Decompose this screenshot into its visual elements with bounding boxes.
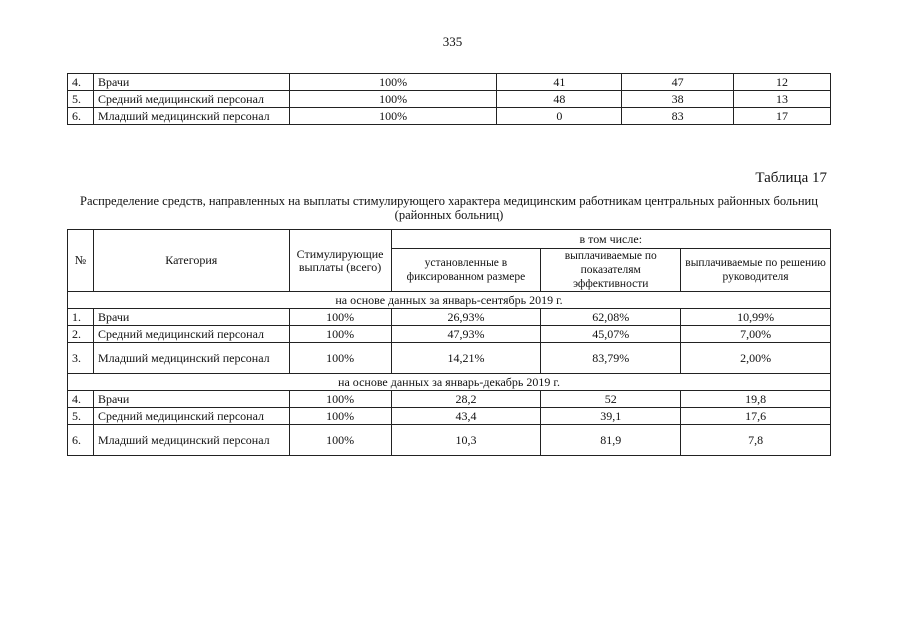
header-including: в том числе: [391, 230, 830, 249]
header-fixed: установленные в фиксированном размере [391, 249, 541, 292]
distribution-table [67, 229, 831, 456]
row-fixed: 48 [497, 91, 622, 108]
section-row [68, 292, 831, 309]
row-category-text: Младший медицинский персонал [97, 351, 270, 365]
header-manager: выплачиваемые по решению руководителя [681, 249, 831, 292]
row-category: Средний медицинский персонал [93, 326, 289, 343]
row-total: 100% [289, 408, 391, 425]
table-row [68, 343, 831, 374]
row-total: 100% [289, 326, 391, 343]
header-row [68, 230, 831, 249]
section-label: на основе данных за январь-сентябрь 2019 г. [68, 292, 831, 309]
section-label: на основе данных за январь-декабрь 2019 г. [68, 374, 831, 391]
row-number: 5. [68, 408, 94, 425]
row-category-text: Младший медицинский персонал [97, 433, 270, 447]
row-total: 100% [289, 108, 497, 125]
continued-table [67, 73, 831, 125]
row-fixed: 0 [497, 108, 622, 125]
row-total: 100% [289, 425, 391, 456]
table-title: Распределение средств, направленных на выплаты стимулирующего характера медицинским работникам центральных районных больниц (районных больниц) [80, 194, 818, 222]
row-category: Средний медицинский персонал [93, 91, 289, 108]
row-performance: 38 [622, 91, 734, 108]
row-total: 100% [289, 343, 391, 374]
row-performance: 83 [622, 108, 734, 125]
row-total: 100% [289, 309, 391, 326]
row-category [93, 425, 289, 456]
row-category [93, 343, 289, 374]
table-row [68, 108, 831, 125]
row-category: Врачи [93, 309, 289, 326]
row-number: 6. [68, 425, 94, 456]
row-category: Средний медицинский персонал [93, 408, 289, 425]
row-fixed: 10,3 [391, 425, 541, 456]
table-row [68, 408, 831, 425]
row-performance: 81,9 [541, 425, 681, 456]
row-category: Врачи [93, 391, 289, 408]
row-performance: 45,07% [541, 326, 681, 343]
page-number: 335 [442, 34, 463, 49]
section-row [68, 374, 831, 391]
table-number: Таблица 17 [755, 170, 827, 186]
row-fixed: 14,21% [391, 343, 541, 374]
row-performance: 83,79% [541, 343, 681, 374]
row-number: 5. [68, 91, 94, 108]
row-manager: 17 [734, 108, 831, 125]
table-row [68, 74, 831, 91]
row-total: 100% [289, 74, 497, 91]
row-manager: 2,00% [681, 343, 831, 374]
row-manager: 13 [734, 91, 831, 108]
row-fixed: 47,93% [391, 326, 541, 343]
row-total: 100% [289, 391, 391, 408]
table-row [68, 425, 831, 456]
row-fixed: 43,4 [391, 408, 541, 425]
row-manager: 12 [734, 74, 831, 91]
header-total: Стимулирующие выплаты (всего) [289, 230, 391, 292]
table-row [68, 391, 831, 408]
row-fixed: 41 [497, 74, 622, 91]
table-row [68, 326, 831, 343]
row-total: 100% [289, 91, 497, 108]
header-category: Категория [93, 230, 289, 292]
row-number: 4. [68, 391, 94, 408]
row-manager: 10,99% [681, 309, 831, 326]
row-category: Младший медицинский персонал [93, 108, 289, 125]
row-performance: 62,08% [541, 309, 681, 326]
row-fixed: 26,93% [391, 309, 541, 326]
row-number: 4. [68, 74, 94, 91]
row-performance: 52 [541, 391, 681, 408]
row-category: Врачи [93, 74, 289, 91]
row-number: 6. [68, 108, 94, 125]
row-manager: 17,6 [681, 408, 831, 425]
row-number: 1. [68, 309, 94, 326]
row-fixed: 28,2 [391, 391, 541, 408]
table-row [68, 309, 831, 326]
row-number: 3. [68, 343, 94, 374]
row-performance: 39,1 [541, 408, 681, 425]
row-manager: 7,00% [681, 326, 831, 343]
table-row [68, 91, 831, 108]
row-number: 2. [68, 326, 94, 343]
row-manager: 19,8 [681, 391, 831, 408]
row-manager: 7,8 [681, 425, 831, 456]
row-performance: 47 [622, 74, 734, 91]
header-number: № [68, 230, 94, 292]
header-performance: выплачиваемые по показателям эффективности [541, 249, 681, 292]
